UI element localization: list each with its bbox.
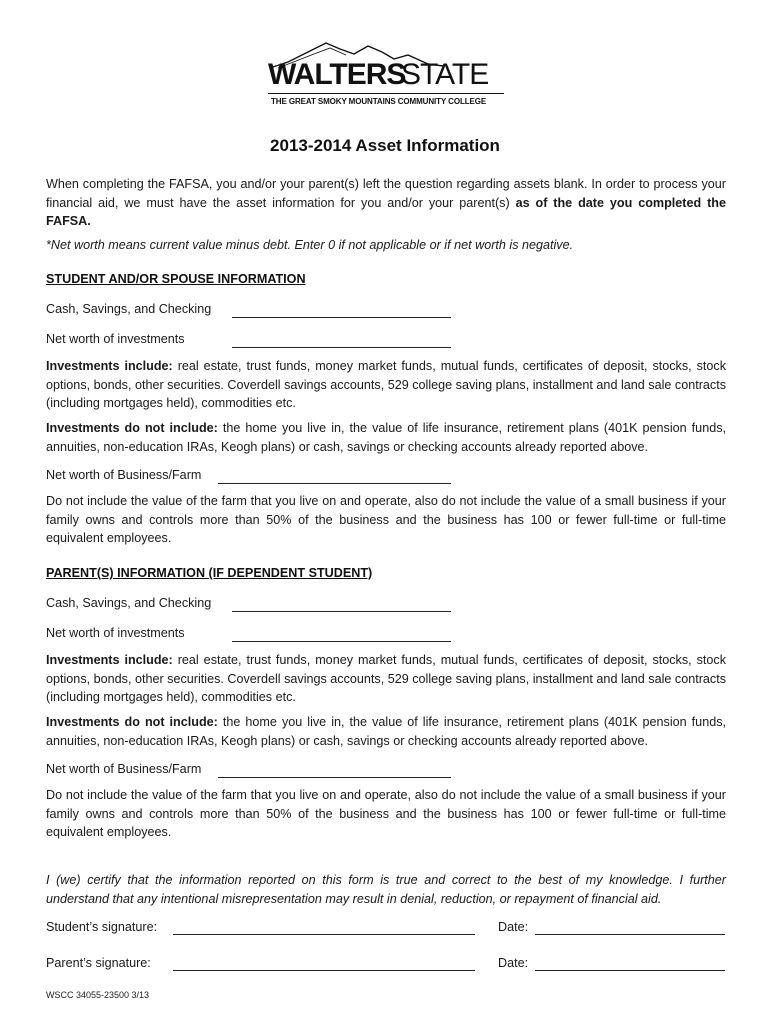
parent-business-field (46, 762, 456, 782)
student-business-note: Do not include the value of the farm that you live on and operate, also do not include the value of a small business if your family owns and controls more than 50% of the business and the business has 100 or fewer full-time or full-time equivalent employees. (46, 494, 726, 545)
parent-signature-row (46, 956, 726, 976)
parent-date-line[interactable] (535, 970, 725, 971)
parent-investments-include (46, 651, 726, 707)
student-date-line[interactable] (535, 934, 725, 935)
logo-name-light: STATE (401, 58, 489, 91)
parent-business-label: Net worth of Business/Farm (46, 762, 202, 776)
parent-business-note: Do not include the value of the farm that you live on and operate, also do not include the value of a small business if your family owns and controls more than 50% of the business and the business has 100 or fewer full-time or full-time equivalent employees. (46, 788, 726, 839)
parent-investments-field (46, 626, 456, 646)
student-cash-input-line[interactable] (232, 317, 451, 318)
parent-exclude-bold: Investments do not include: (46, 715, 218, 729)
parent-include-text: real estate, trust funds, money market funds, mutual funds, certificates of deposit, stocks, stock options, bonds, other securities. Coverdell savings accounts, 529 college saving plans, installment and land sale contracts (including mortgages held), commodities etc. (46, 653, 726, 704)
net-worth-note: *Net worth means current value minus debt. Enter 0 if not applicable or if net worth is negative. (46, 238, 574, 252)
student-signature-label: Student’s signature: (46, 920, 158, 934)
parent-signature-label: Parent’s signature: (46, 956, 151, 970)
parent-investments-input-line[interactable] (232, 641, 451, 642)
parent-investments-label: Net worth of investments (46, 626, 185, 640)
form-footer-code: WSCC 34055-23500 3/13 (46, 990, 150, 1000)
parent-signature-line[interactable] (173, 970, 475, 971)
parent-section-heading: PARENT(S) INFORMATION (IF DEPENDENT STUDENT) (46, 566, 373, 580)
intro-paragraph (46, 175, 726, 231)
page-title: 2013-2014 Asset Information (270, 136, 500, 155)
student-investments-exclude (46, 419, 726, 456)
logo-name-bold: WALTERS (268, 58, 406, 91)
student-cash-label: Cash, Savings, and Checking (46, 302, 212, 316)
parent-cash-label: Cash, Savings, and Checking (46, 596, 212, 610)
student-investments-field (46, 332, 456, 352)
parent-cash-input-line[interactable] (232, 611, 451, 612)
intro-bold-text: as of the date you completed the FAFSA. (46, 195, 726, 228)
student-section-heading: STUDENT AND/OR SPOUSE INFORMATION (46, 272, 306, 286)
student-signature-line[interactable] (173, 934, 475, 935)
student-include-text: real estate, trust funds, money market funds, mutual funds, certificates of deposit, stocks, stock options, bonds, other securities. Coverdell savings accounts, 529 college saving plans, installment and land sale contracts (including mortgages held), commodities etc. (46, 359, 726, 410)
student-business-label: Net worth of Business/Farm (46, 468, 202, 482)
student-signature-row (46, 920, 726, 940)
parent-exclude-text: the home you live in, the value of life insurance, retirement plans (401K pension funds, annuities, non-education IRAs, Keogh plans) or cash, savings or checking accounts already reported above. (46, 715, 726, 748)
student-investments-input-line[interactable] (232, 347, 451, 348)
parent-date-label: Date: (498, 956, 529, 970)
student-business-field (46, 468, 456, 488)
student-cash-field (46, 302, 456, 322)
student-investments-include (46, 357, 726, 413)
student-date-label: Date: (498, 920, 529, 934)
student-exclude-text: the home you live in, the value of life insurance, retirement plans (401K pension funds, annuities, non-education IRAs, Keogh plans) or cash, savings or checking accounts already reported above. (46, 421, 726, 454)
student-business-input-line[interactable] (218, 483, 451, 484)
student-investments-label: Net worth of investments (46, 332, 185, 346)
logo-tagline: THE GREAT SMOKY MOUNTAINS COMMUNITY COLLEGE (271, 97, 487, 106)
parent-include-bold: Investments include: (46, 653, 173, 667)
parent-business-input-line[interactable] (218, 777, 451, 778)
walters-state-logo (268, 40, 504, 110)
intro-text: When completing the FAFSA, you and/or your parent(s) left the question regarding assets blank. In order to process your financial aid, we must have the asset information for you and/or your parent(s) (46, 177, 726, 210)
certification-statement: I (we) certify that the information reported on this form is true and correct to the best of my knowledge. I further understand that any intentional misrepresentation may result in denial, reduction, or repayment of financial aid. (46, 873, 726, 906)
parent-investments-exclude (46, 713, 726, 750)
student-include-bold: Investments include: (46, 359, 173, 373)
student-exclude-bold: Investments do not include: (46, 421, 218, 435)
parent-cash-field (46, 596, 456, 616)
